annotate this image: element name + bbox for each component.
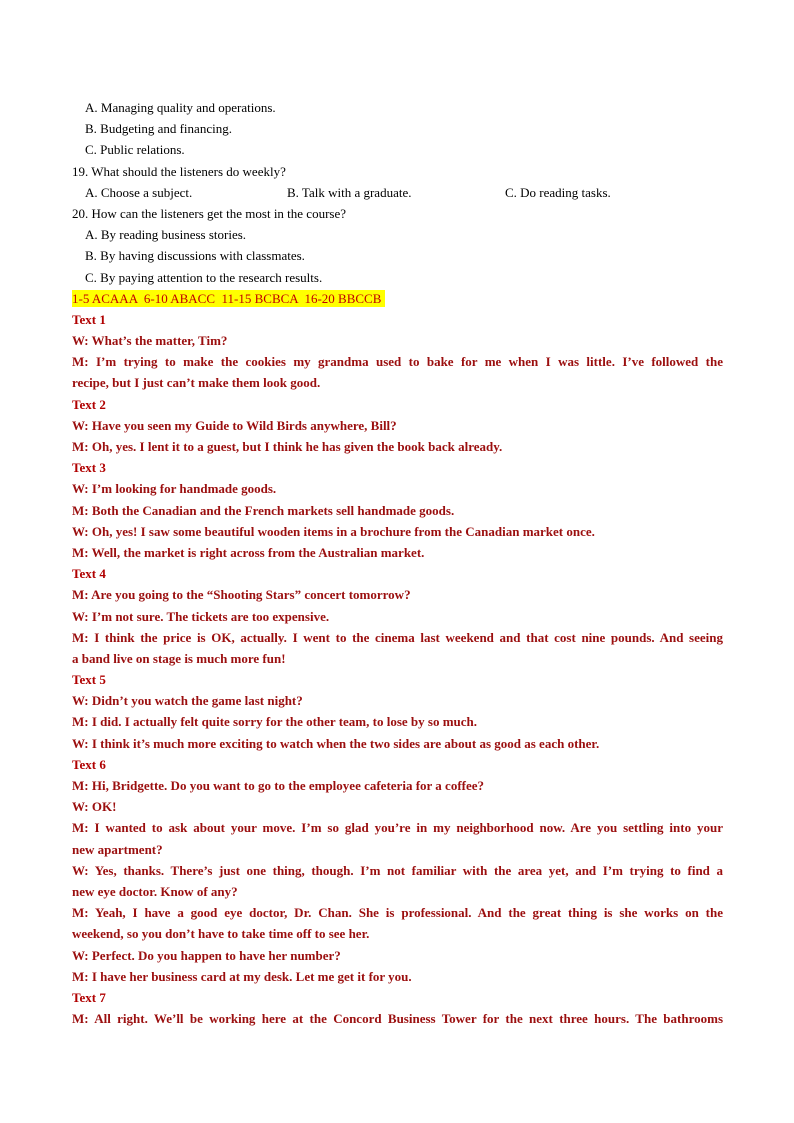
dialogue-line: M: I have her business card at my desk. Let me get it for you. bbox=[72, 968, 412, 984]
dialogue-line: W: Have you seen my Guide to Wild Birds anywhere, Bill? bbox=[72, 417, 397, 433]
dialogue-line: weekend, so you don’t have to take time off to see her. bbox=[72, 926, 370, 942]
q20-option-b: B. By having discussions with classmates. bbox=[85, 248, 305, 264]
dialogue-line: W: Didn’t you watch the game last night? bbox=[72, 693, 303, 709]
q19-option-a: A. Choose a subject. bbox=[85, 184, 193, 200]
text-heading: Text 5 bbox=[72, 672, 106, 688]
dialogue-line: W: OK! bbox=[72, 799, 117, 815]
q19-options-row bbox=[72, 182, 723, 203]
dialogue-line: M: Both the Canadian and the French markets sell handmade goods. bbox=[72, 502, 455, 518]
q20-option-a: A. By reading business stories. bbox=[85, 227, 247, 243]
answer-key: 1-5 ACAAA 6-10 ABACC 11-15 BCBCA 16-20 BBCCB bbox=[72, 290, 385, 307]
text-heading: Text 1 bbox=[72, 311, 106, 327]
dialogue-line: W: Perfect. Do you happen to have her number? bbox=[72, 947, 341, 963]
dialogue-line: W: What’s the matter, Tim? bbox=[72, 333, 228, 349]
dialogue-line: recipe, but I just can’t make them look good. bbox=[72, 375, 321, 391]
text-heading: Text 7 bbox=[72, 989, 106, 1005]
q19-question: 19. What should the listeners do weekly? bbox=[72, 163, 286, 179]
dialogue-line: M: Yeah, I have a good eye doctor, Dr. Chan. She is professional. And the great thing is she works on the bbox=[72, 905, 723, 921]
text-heading: Text 6 bbox=[72, 756, 106, 772]
dialogue-line: M: I wanted to ask about your move. I’m so glad you’re in my neighborhood now. Are you settling into your bbox=[72, 820, 723, 836]
answer-key-row bbox=[72, 288, 723, 309]
dialogue-line: a band live on stage is much more fun! bbox=[72, 650, 286, 666]
q19-option-b: B. Talk with a graduate. bbox=[287, 184, 412, 200]
dialogue-line: M: Hi, Bridgette. Do you want to go to the employee cafeteria for a coffee? bbox=[72, 778, 485, 793]
dialogue-line: M: Well, the market is right across from the Australian market. bbox=[72, 544, 425, 560]
dialogue-line: new apartment? bbox=[72, 841, 163, 857]
text-heading: Text 4 bbox=[72, 566, 106, 582]
dialogue-line: W: Oh, yes! I saw some beautiful wooden items in a brochure from the Canadian market once. bbox=[72, 523, 595, 539]
dialogue-line: M: I think the price is OK, actually. I went to the cinema last weekend and that cost nine pounds. And seeing bbox=[72, 629, 723, 645]
dialogue-line: M: All right. We’ll be working here at the Concord Business Tower for the next three hours. The bathrooms bbox=[72, 1011, 723, 1027]
dialogue-line: W: I’m not sure. The tickets are too expensive. bbox=[72, 608, 330, 624]
dialogue-line: new eye doctor. Know of any? bbox=[72, 883, 238, 899]
q18-option-c: C. Public relations. bbox=[85, 142, 185, 158]
dialogue-line: M: I did. I actually felt quite sorry for the other team, to lose by so much. bbox=[72, 714, 478, 730]
text-heading: Text 3 bbox=[72, 460, 106, 476]
q19-option-c: C. Do reading tasks. bbox=[505, 184, 611, 200]
dialogue-line: W: I’m looking for handmade goods. bbox=[72, 481, 277, 497]
dialogue-line: W: I think it’s much more exciting to watch when the two sides are about as good as each other. bbox=[72, 735, 600, 751]
dialogue-line: W: Yes, thanks. There’s just one thing, though. I’m not familiar with the area yet, and I’m trying to find a bbox=[72, 862, 723, 878]
q20-option-c: C. By paying attention to the research results. bbox=[85, 269, 323, 285]
dialogue-line: M: Oh, yes. I lent it to a guest, but I think he has given the book back already. bbox=[72, 439, 503, 454]
q18-option-b: B. Budgeting and financing. bbox=[85, 121, 232, 137]
document-page bbox=[72, 97, 723, 1029]
transcript bbox=[72, 309, 723, 1029]
q20-question: 20. How can the listeners get the most in the course? bbox=[72, 205, 347, 221]
dialogue-line: M: I’m trying to make the cookies my grandma used to bake for me when I was little. I’ve followed the bbox=[72, 354, 723, 370]
q18-option-a: A. Managing quality and operations. bbox=[85, 100, 276, 115]
dialogue-line: M: Are you going to the “Shooting Stars” concert tomorrow? bbox=[72, 587, 411, 603]
text-heading: Text 2 bbox=[72, 396, 106, 412]
